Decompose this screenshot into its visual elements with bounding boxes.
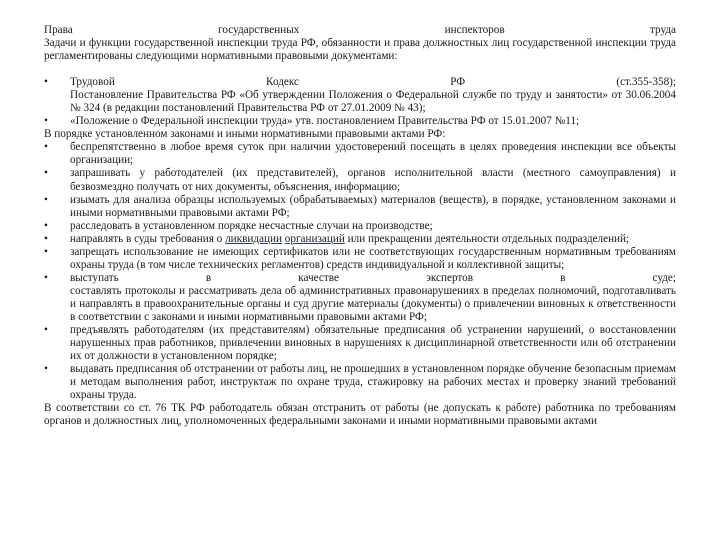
regulation-line: Трудовой Кодекс РФ (ст.355-358); [70,76,676,89]
bullet-icon: • [44,141,48,154]
right-text: предъявлять работодателям (их представителям) обязательные предписания об устранении нарушений, о восстановлении нарушенных прав работников, привлечении виновных в нарушениях к дисциплинарной ответственности или об отстранении их от должности в установленном порядке; [70,324,676,363]
bullet-icon: • [44,232,48,245]
bullet-icon: • [44,167,48,180]
right-text: изымать для анализа образцы используемых (обрабатываемых) материалов (веществ), в порядке, установленном законами и иными нормативными правовыми актами РФ; [70,193,676,219]
right-item [44,141,676,167]
document-title: Права государственных инспекторов труда [44,24,676,36]
right-line: выступать в качестве экспертов в суде; [70,271,676,284]
regulation-continuation: Постановление Правительства РФ «Об утверждении Положения о Федеральной службе по труду и занятости» от 30.06.2004 № 324 (в редакции постановлений Правительства РФ от 27.01.2009 № 43); [70,89,676,115]
rights-intro: В порядке установленном законами и иными нормативными правовыми актами РФ: [44,128,446,141]
right-item-court-claims [44,233,676,246]
liquidation-link[interactable]: ликвидации [225,232,282,245]
spacer [44,63,676,76]
bullet-icon: • [44,115,48,128]
right-item [44,167,676,193]
right-text: выдавать предписания об отстранении от работы лиц, не прошедших в установленном порядке обучение безопасным приемам и методам выполнения работ, инструктаж по охране труда, стажировку на рабочих местах и проверку знаний требований охраны труда. [70,363,676,402]
closing-paragraph: В соответствии со ст. 76 ТК РФ работодатель обязан отстранить от работы (не допускать к работе) работника по требованиям органов и должностных лиц, уполномоченных федеральными законами и иными нормативными правовыми актами [44,402,676,428]
right-item [44,363,676,402]
bullet-icon: • [44,219,48,232]
right-text: запрещать использование не имеющих сертификатов или не соответствующих государственным нормативным требованиям охраны труда (в том числе технических регламентов) средств индивидуальной и коллективной защиты; [70,245,676,271]
bullet-icon: • [44,271,48,284]
bullet-icon: • [44,324,48,337]
right-item [44,220,676,233]
right-text-after: или прекращении деятельности отдельных подразделений; [347,232,630,245]
bullet-icon: • [44,193,48,206]
right-item [44,194,676,220]
right-item [44,324,676,363]
organizations-link[interactable]: организаций [284,232,345,245]
intro-paragraph: Задачи и функции государственной инспекции труда РФ, обязанности и права должностных лиц государственной инспекции труда регламентированы следующими нормативными правовыми документами: [44,37,676,63]
bullet-icon: • [44,245,48,258]
regulation-item-inspection-statute [44,115,676,128]
document-body [44,24,676,428]
right-text: беспрепятственно в любое время суток при наличии удостоверений посещать в целях проведения инспекции все объекты организации; [70,141,676,167]
bullet-icon: • [44,76,48,89]
regulation-line: «Положение о Федеральной инспекции труда» утв. постановлением Правительства РФ от 15.01.2007 №11; [70,115,580,128]
right-item [44,246,676,272]
right-text: запрашивать у работодателей (их представителей), органов исполнительной власти (местного самоуправления) и безвозмездно получать от них документы, объяснения, информацию; [70,167,676,193]
right-continuation: составлять протоколы и рассматривать дела об административных правонарушениях в пределах полномочий, подготавливать и направлять в правоохранительные органы и суд другие материалы (документы) о привлечении виновных к ответственности в соответствии с законами и иными нормативными правовыми актами РФ; [70,284,676,323]
right-text: расследовать в установленном порядке несчастные случаи на производстве; [70,219,433,232]
bullet-icon: • [44,363,48,376]
right-item-expert [44,272,676,324]
right-text-before: направлять в суды требования о [70,232,223,245]
regulation-item-labor-code [44,76,676,115]
